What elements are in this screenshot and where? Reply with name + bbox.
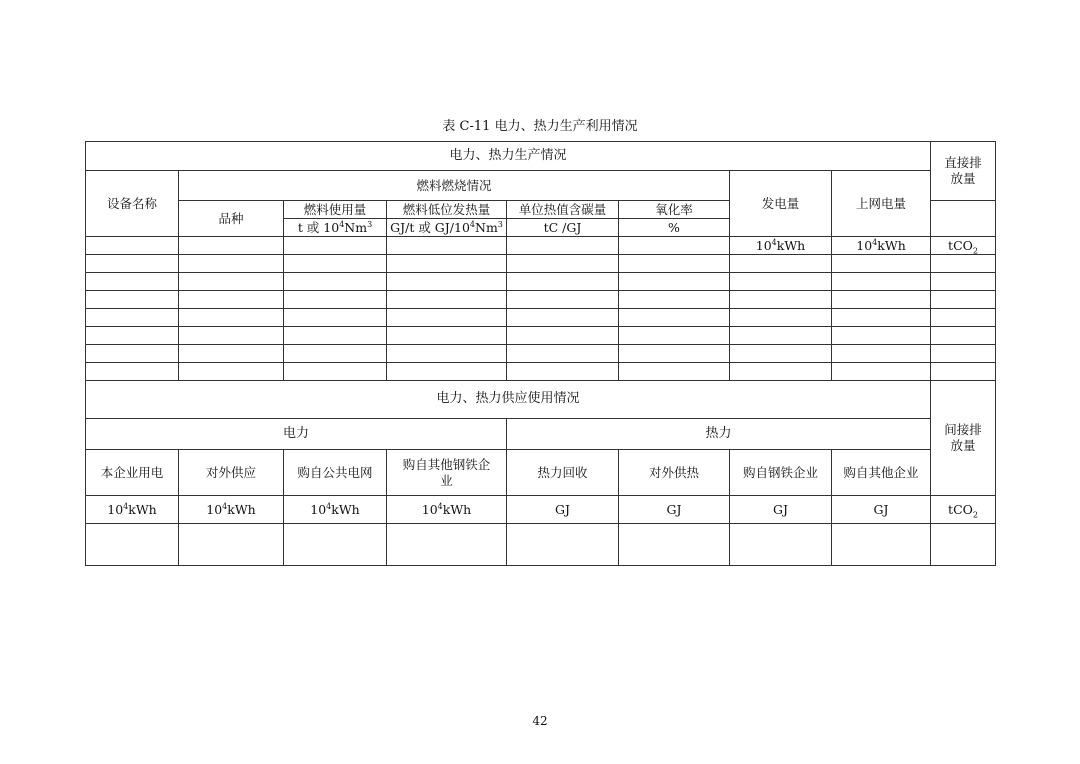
equipment-name-header: 设备名称 (86, 171, 179, 237)
other-heat-purchase-header: 购自其他企业 (832, 450, 931, 496)
grid-power-unit: $10^4kWh$ (832, 237, 931, 255)
public-grid-purchase-header: 购自公共电网 (284, 450, 387, 496)
table-row (86, 309, 996, 327)
direct-emissions-header: 直接排放量 (931, 142, 996, 201)
power-generation-header: 发电量 (730, 171, 832, 237)
self-use-electricity-header: 本企业用电 (86, 450, 179, 496)
indirect-emissions-header: 间接排放量 (931, 381, 996, 496)
direct-emissions-unit: tCO$_2$ (931, 237, 996, 255)
steel-heat-purchase-header: 购自钢铁企业 (730, 450, 832, 496)
table-row (86, 273, 996, 291)
external-heat-unit: GJ (619, 496, 730, 524)
external-supply-unit: $10^4kWh$ (179, 496, 284, 524)
heat-recovery-unit: GJ (507, 496, 619, 524)
table-row (86, 524, 996, 566)
fuel-use-header: 燃料使用量 (284, 201, 387, 219)
table-row (86, 291, 996, 309)
public-grid-unit: $10^4kWh$ (284, 496, 387, 524)
fuel-use-unit: t 或 $10^4Nm^3$ (284, 219, 387, 237)
carbon-content-unit: tC /GJ (507, 219, 619, 237)
direct-emissions-header-lower (931, 201, 996, 237)
heat-recovery-header: 热力回收 (507, 450, 619, 496)
blank-cell (284, 237, 387, 255)
blank-cell (86, 237, 179, 255)
ncv-header: 燃料低位发热量 (387, 201, 507, 219)
power-heat-table (85, 141, 996, 566)
blank-cell (387, 237, 507, 255)
production-section-title: 电力、热力生产情况 (86, 142, 931, 171)
table-caption: 表 C-11 电力、热力生产利用情况 (442, 119, 638, 134)
other-heat-unit: GJ (832, 496, 931, 524)
heat-header: 热力 (507, 419, 931, 450)
fuel-combustion-header: 燃料燃烧情况 (179, 171, 730, 201)
table-row (86, 255, 996, 273)
page-number: 42 (532, 714, 548, 728)
indirect-emissions-unit: tCO$_2$ (931, 496, 996, 524)
blank-cell (507, 237, 619, 255)
oxidation-unit: % (619, 219, 730, 237)
other-steel-purchase-header: 购自其他钢铁企业 (387, 450, 507, 496)
external-supply-header: 对外供应 (179, 450, 284, 496)
table-row (86, 327, 996, 345)
ncv-unit: GJ/t 或 $GJ/10^4Nm^3$ (387, 219, 507, 237)
fuel-type-header: 品种 (179, 201, 284, 237)
supply-section-title: 电力、热力供应使用情况 (86, 381, 931, 419)
blank-cell (619, 237, 730, 255)
electricity-header: 电力 (86, 419, 507, 450)
power-generation-unit: $10^4kWh$ (730, 237, 832, 255)
grid-power-header: 上网电量 (832, 171, 931, 237)
self-use-unit: $10^4kWh$ (86, 496, 179, 524)
carbon-content-header: 单位热值含碳量 (507, 201, 619, 219)
oxidation-header: 氧化率 (619, 201, 730, 219)
external-heat-supply-header: 对外供热 (619, 450, 730, 496)
table-row (86, 363, 996, 381)
table-row (86, 345, 996, 363)
other-steel-unit: $10^4kWh$ (387, 496, 507, 524)
steel-heat-unit: GJ (730, 496, 832, 524)
blank-cell (179, 237, 284, 255)
